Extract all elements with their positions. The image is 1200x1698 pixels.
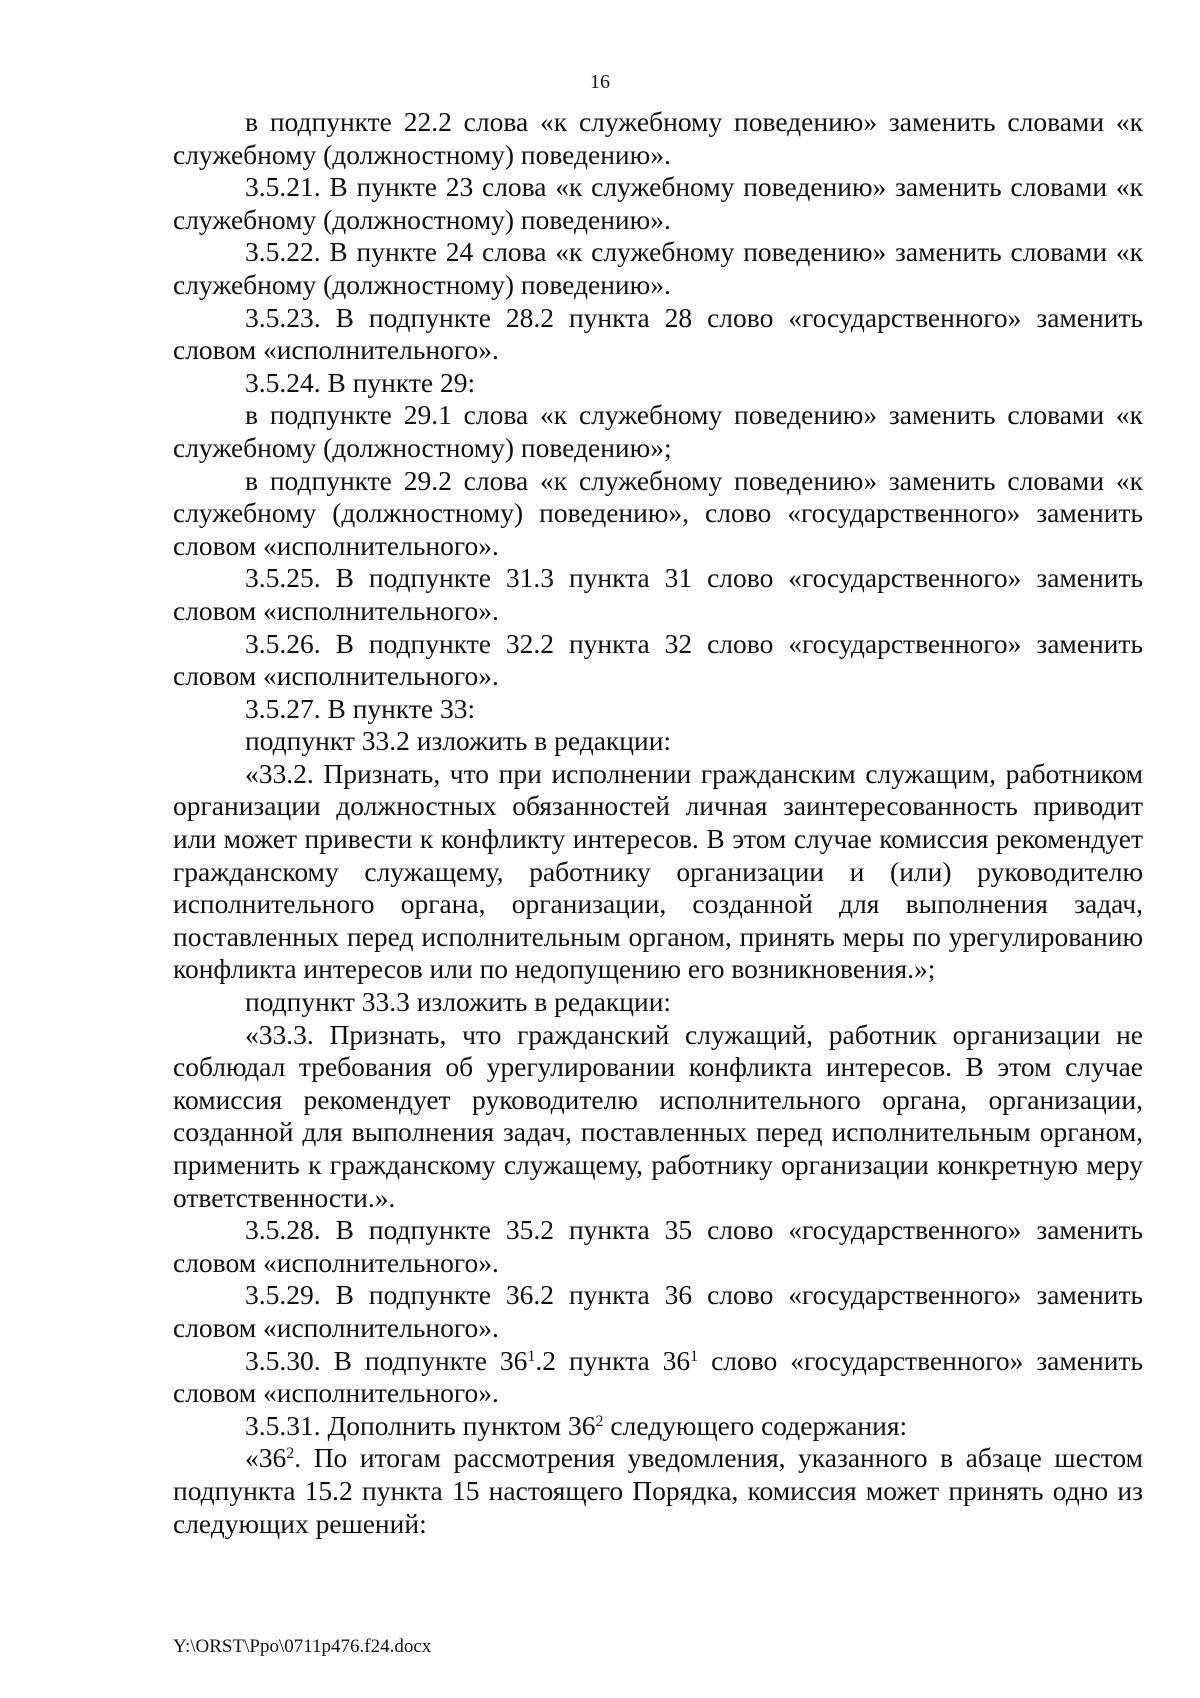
footer-file-path: Y:\ORST\Ppo\0711p476.f24.docx (173, 1636, 432, 1657)
paragraph: в подпункте 22.2 слова «к служебному поведению» заменить словами «к служебному (должностному) поведению». (173, 106, 1143, 170)
paragraph: 3.5.28. В подпункте 35.2 пункта 35 слово «государственного» заменить словом «исполнительного». (173, 1214, 1143, 1278)
paragraph: 3.5.31. Дополнить пунктом $36^2$ следующего содержания: (245, 1409, 908, 1441)
quoted-paragraph: «33.3. Признать, что гражданский служащий, работник организации не соблюдал требования об урегулировании конфликта интересов. В этом случае комиссия рекомендует руководителю исполнительного органа, организации, созданной для выполнения задач, поставленных перед исполнительным органом, применить к гражданскому служащему, работнику организации конкретную меру ответственности.». (173, 1018, 1143, 1213)
paragraph: 3.5.23. В подпункте 28.2 пункта 28 слово «государственного» заменить словом «исполнительного». (173, 301, 1143, 366)
quoted-paragraph: «33.2. Признать, что при исполнении гражданским служащим, работником организации должностных обязанностей личная заинтересованность приводит или может привести к конфликту интересов. В этом случае комиссия рекомендует гражданскому служащему, работнику организации и (или) руководителю исполнительного органа, организации, созданной для выполнения задач, поставленных перед исполнительным органом, принять меры по урегулированию конфликта интересов или по недопущению его возникновения.»; (173, 757, 1143, 985)
paragraph: подпункт 33.2 изложить в редакции: (245, 725, 672, 757)
paragraph: 3.5.24. В пункте 29: (245, 366, 476, 398)
paragraph: 3.5.29. В подпункте 36.2 пункта 36 слово «государственного» заменить словом «исполнительного». (173, 1279, 1143, 1343)
paragraph: 3.5.27. В пункте 33: (245, 692, 476, 724)
page-number: 16 (590, 71, 610, 93)
paragraph: в подпункте 29.2 слова «к служебному поведению» заменить словами «к служебному (должностному) поведению», слово «государственного» заменить словом «исполнительного». (173, 464, 1143, 561)
paragraph: 3.5.30. В подпункте $36^1.2$ пункта $36^1$ слово «государственного» заменить словом «исполнительного». (173, 1344, 1143, 1409)
paragraph: подпункт 33.3 изложить в редакции: (245, 986, 672, 1018)
paragraph: 3.5.21. В пункте 23 слова «к служебному поведению» заменить словами «к служебному (должностному) поведению». (173, 171, 1143, 235)
superscript: 2 (286, 1445, 295, 1463)
paragraph: 3.5.26. В подпункте 32.2 пункта 32 слово «государственного» заменить словом «исполнительного». (173, 627, 1143, 692)
document-body (173, 106, 1143, 1540)
superscript: 1 (527, 1347, 536, 1365)
paragraph: в подпункте 29.1 слова «к служебному поведению» заменить словами «к служебному (должностному) поведению»; (173, 399, 1143, 463)
paragraph: 3.5.25. В подпункте 31.3 пункта 31 слово «государственного» заменить словом «исполнительного». (173, 562, 1143, 626)
quoted-paragraph: «$36^2$. По итогам рассмотрения уведомления, указанного в абзаце шестом подпункта 15.2 пункта 15 настоящего Порядка, комиссия может принять одно из следующих решений: (173, 1442, 1143, 1539)
paragraph: 3.5.22. В пункте 24 слова «к служебному поведению» заменить словами «к служебному (должностному) поведению». (173, 236, 1143, 300)
superscript: 2 (595, 1412, 604, 1430)
superscript: 1 (690, 1347, 699, 1365)
